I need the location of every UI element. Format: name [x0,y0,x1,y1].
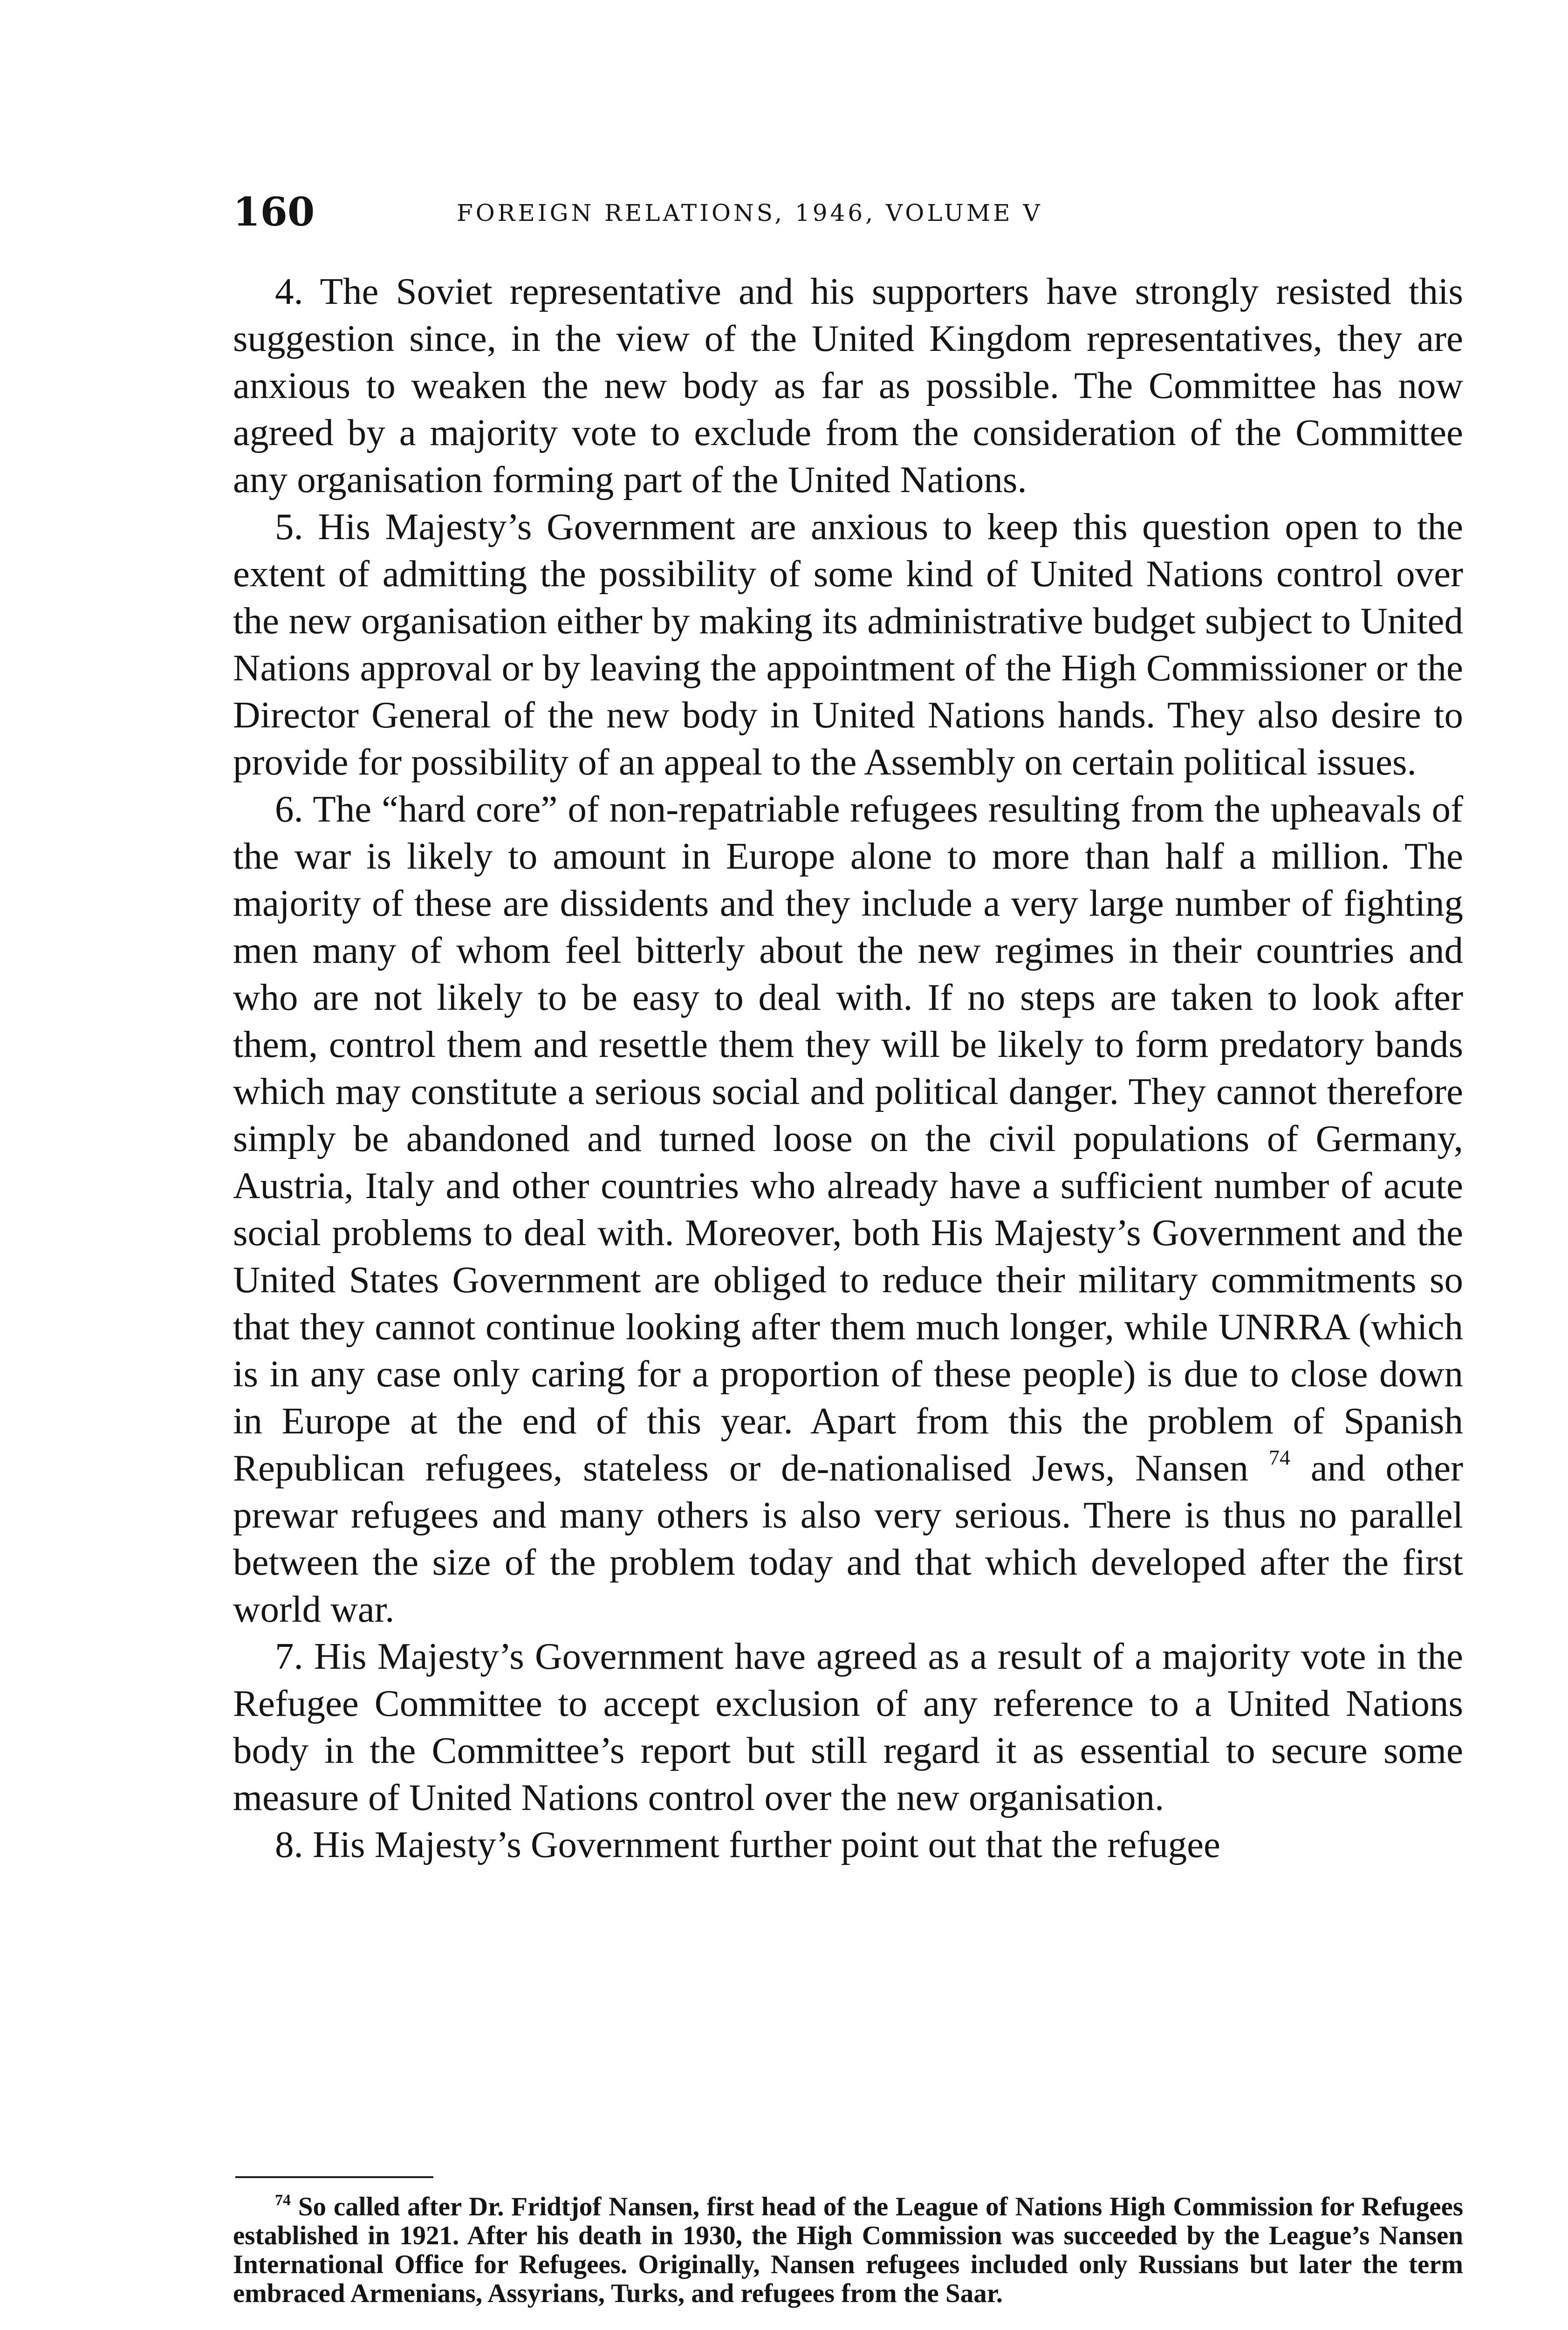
footnote [233,2193,1463,2308]
page-header [233,184,1463,240]
paragraph-6-text-before: 6. The “hard core” of non-repatriable refugees resulting from the upheavals of the war is likely to amount in Europe alone to more than half a million. The majority of these are dissidents and they include a very large number of fighting men many of whom feel bitterly about the new regimes in their countries and who are not likely to be easy to deal with. If no steps are taken to look after them, control them and resettle them they will be likely to form predatory bands which may constitute a serious social and political danger. They cannot therefore simply be abandoned and turned loose on the civil populations of Germany, Austria, Italy and other countries who already have a sufficient number of acute social problems to deal with. Moreover, both His Majesty’s Government and the United States Government are obliged to reduce their military commitments so that they cannot continue looking after them much longer, while UNRRA (which is in any case only caring for a proportion of these people) is due to close down in Europe at the end of this year. Apart from this the problem of Spanish Republican refugees, stateless or de-nationalised Jews, Nansen [233,788,1463,1489]
paragraph-8: 8. His Majesty’s Government further point out that the refugee [275,1823,1220,1865]
footnote-text: So called after Dr. Fridtjof Nansen, first head of the League of Nations High Commission for Refugees established in 1921. After his death in 1930, the High Commission was succeeded by the League’s Nansen International Office for Refugees. Originally, Nansen refugees included only Russians but later the term embraced Armenians, Assyrians, Turks, and refugees from the Saar. [233,2192,1464,2308]
paragraph-7: 7. His Majesty’s Government have agreed as a result of a majority vote in the Refugee Committee to accept exclusion of any reference to a United Nations body in the Committee’s report but still regard it as essential to secure some measure of United Nations control over the new organisation. [233,1635,1463,1818]
body-text [233,268,1463,1868]
paragraph-6-text-after: and other prewar refugees and many others is also very serious. There is thus no parallel between the size of the problem today and that which developed after the first world war. [233,1447,1463,1630]
paragraph-5: 5. His Majesty’s Government are anxious to keep this question open to the extent of admitting the possibility of some kind of United Nations control over the new organisation either by making its administrative budget subject to United Nations approval or by leaving the appointment of the High Commissioner or the Director General of the new body in United Nations hands. They also desire to provide for possibility of an appeal to the Assembly on certain political issues. [233,506,1463,783]
footnote-divider [235,2176,433,2178]
footnote-reference: 74 [1269,1446,1290,1469]
paragraph-4: 4. The Soviet representative and his supporters have strongly resisted this suggestion since, in the view of the United Kingdom representatives, they are anxious to weaken the new body as far as possible. The Committee has now agreed by a majority vote to exclude from the consideration of the Committee any organisation forming part of the United Nations. [233,270,1463,500]
running-head: FOREIGN RELATIONS, 1946, VOLUME V [457,199,1043,226]
paragraph-6 [233,786,1463,1633]
footnote-marker: 74 [275,2192,291,2209]
page-number: 160 [233,189,315,235]
